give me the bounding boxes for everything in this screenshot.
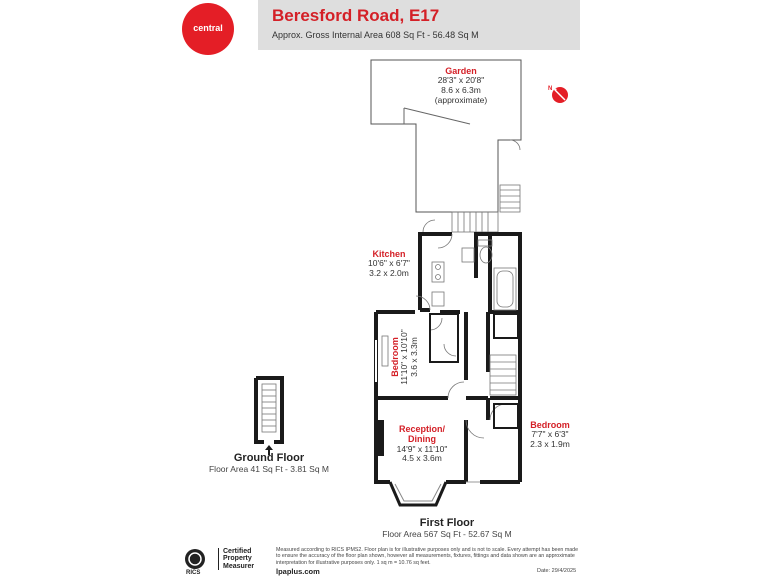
certified-line3: Measurer [223, 562, 255, 570]
bedroom2-label [522, 420, 578, 450]
ground-floor-area: Floor Area 41 Sq Ft - 3.81 Sq M [208, 463, 329, 474]
disclaimer-text: Measured according to RICS IPMS2. Floor plan is for illustrative purposes only and is not to scale. Every attempt has been made to ensure the accuracy of the floor plan shown, however all measurements, fixtures, fittings and data shown are an approximate interpretation for illustrative purposes only. 1 sq m = 10.76 sq feet. [276, 547, 579, 566]
reception-name-line2: Dining [408, 434, 436, 445]
kitchen-fittings [432, 248, 474, 306]
garden-note: (approximate) [434, 94, 488, 105]
first-floor-area: Floor Area 567 Sq Ft - 52.67 Sq M [382, 528, 512, 539]
first-floor-caption [372, 517, 522, 539]
first-floor-stairs [490, 355, 516, 395]
bedroom2-name: Bedroom [530, 420, 570, 430]
ground-floor-title: Ground Floor [233, 452, 305, 464]
compass-icon [548, 86, 568, 103]
bedroom1-dim-imperial: 11'10" x 10'10" [399, 329, 410, 385]
rics-label: RICS [186, 570, 201, 576]
garden-dim-metric: 8.6 x 6.3m [441, 85, 481, 96]
certified-measurer-badge [218, 548, 254, 570]
logo-text: central [193, 23, 223, 33]
svg-text:N: N [548, 86, 553, 92]
ground-floor-plan [256, 378, 282, 455]
website-link[interactable]: lpaplus.com [276, 567, 320, 576]
garden-name: Garden [445, 66, 477, 76]
page-subtitle: Approx. Gross Internal Area 608 Sq Ft - 56.48 Sq M [272, 30, 479, 40]
bedroom1-dim-metric: 3.6 x 3.3m [409, 337, 420, 377]
first-floor-title: First Floor [419, 517, 475, 529]
certified-line2: Property [223, 555, 252, 563]
reception-dim-imperial: 14'9" x 11'10" [396, 443, 448, 454]
bedroom1-label [390, 312, 420, 402]
reception-label [384, 424, 460, 464]
reception-name-line1: Reception/ [398, 424, 445, 434]
kitchen-label [358, 249, 420, 279]
bedroom2-dim-imperial: 7'7" x 6'3" [531, 429, 569, 440]
garden-label [416, 66, 506, 106]
garden-fence-line [404, 108, 470, 124]
certified-line1: Certified [223, 548, 252, 555]
garden-steps [452, 185, 520, 232]
ground-floor-caption [198, 452, 340, 474]
bathroom-fittings [478, 240, 516, 310]
plan-date: Date: 29/4/2025 [537, 568, 577, 574]
reception-dim-metric: 4.5 x 3.6m [402, 453, 442, 464]
bedroom1-name: Bedroom [390, 337, 400, 377]
bay-window [390, 482, 446, 505]
bedroom2-dim-metric: 2.3 x 1.9m [530, 439, 570, 450]
rics-logo-icon [185, 549, 205, 569]
garden-dim-imperial: 28'3" x 20'8" [437, 75, 485, 86]
kitchen-dim-imperial: 10'6" x 6'7" [368, 258, 410, 269]
kitchen-name: Kitchen [372, 249, 406, 259]
page-title: Beresford Road, E17 [272, 6, 440, 25]
kitchen-dim-metric: 3.2 x 2.0m [369, 268, 409, 279]
